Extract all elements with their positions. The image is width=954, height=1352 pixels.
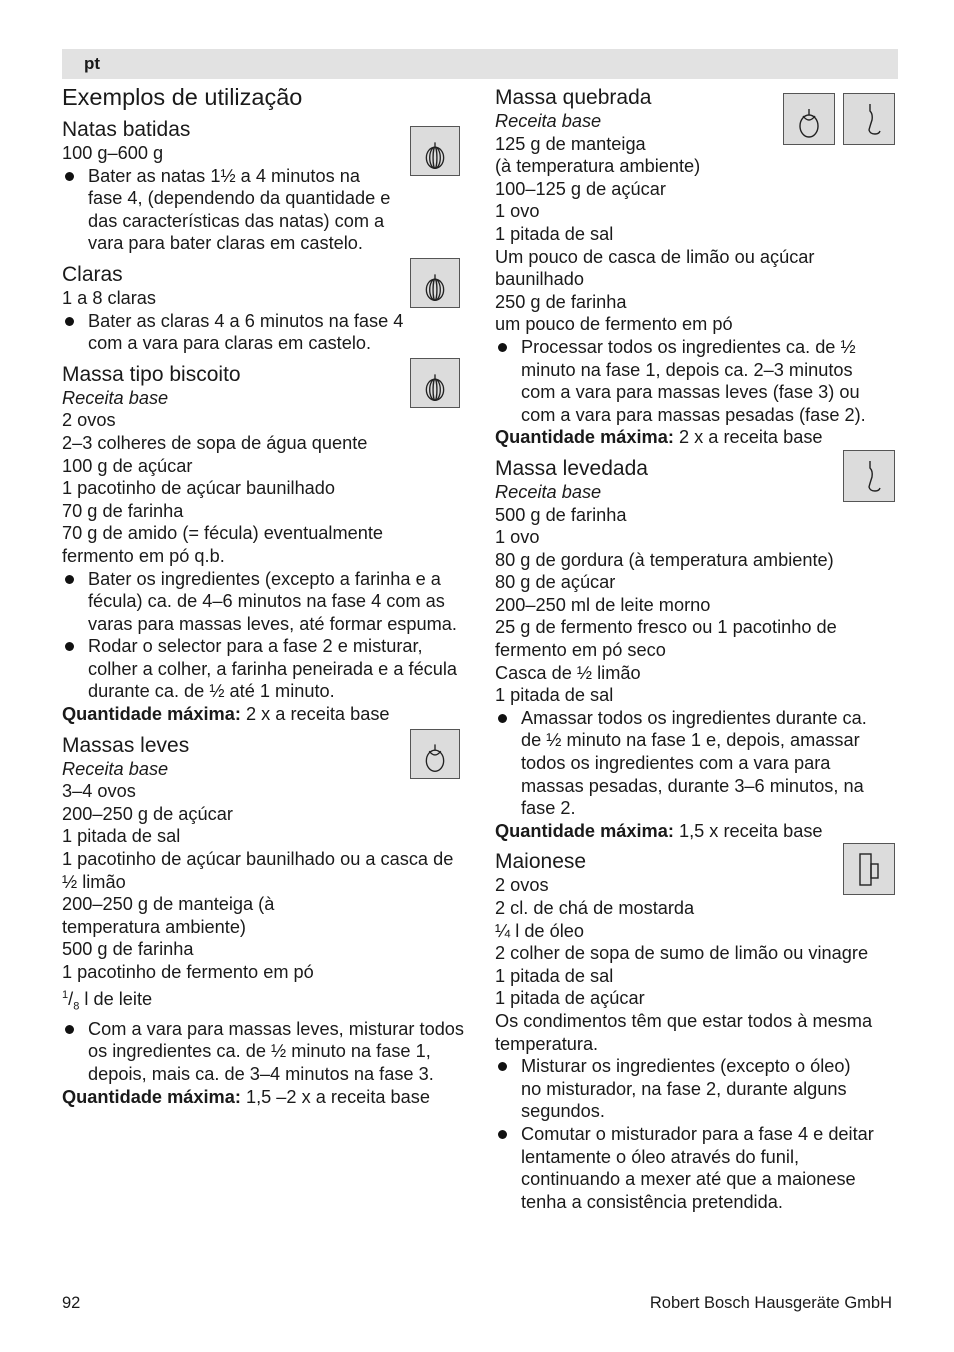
- ingredient-line: 100 g–600 g: [62, 143, 164, 163]
- ingredient-line: 80 g de açúcar: [495, 572, 616, 593]
- section-heading: Massas leves: [62, 733, 190, 757]
- instruction-list: [495, 707, 897, 820]
- max-quantity-label: Quantidade máxima:: [495, 427, 674, 448]
- whisk-icon: [410, 358, 460, 408]
- ingredient-line: 200–250 ml de leite morno: [495, 594, 711, 615]
- max-quantity-label: Quantidade máxima:: [62, 1086, 241, 1107]
- ingredient-line: 125 g de manteiga: [495, 133, 646, 154]
- max-quantity: [62, 703, 464, 726]
- page-title: Exemplos de utilização: [62, 84, 303, 110]
- language-tag: pt: [84, 54, 101, 73]
- beater-icon: [783, 93, 835, 145]
- ingredient-line: 500 g de farinha: [495, 504, 627, 525]
- ingredient-text: l de leite: [79, 988, 153, 1009]
- ingredient-line: Os condimentos têm que estar todos à mesma temperatura.: [495, 1010, 873, 1054]
- section-heading: Massa quebrada: [495, 86, 652, 109]
- section-heading: Massa levedada: [495, 456, 648, 480]
- ingredient-line: 2 ovos: [495, 875, 549, 896]
- ingredient-line: 1 pitada de sal: [495, 685, 614, 706]
- whisk-icon: [410, 258, 460, 308]
- ingredient-line: 1 a 8 claras: [62, 287, 157, 308]
- dough-hook-icon: [843, 93, 895, 145]
- max-quantity: [495, 820, 897, 843]
- section-natas-batidas: [62, 117, 464, 255]
- ingredient-line: 2 ovos: [62, 410, 116, 431]
- section-heading: Claras: [62, 262, 123, 286]
- section-massa-quebrada: [495, 85, 897, 449]
- ingredient-line: ¼ l de óleo: [495, 920, 584, 941]
- ingredient-line: 1 pacotinho de fermento em pó: [62, 962, 314, 982]
- ingredient-line: 100–125 g de açúcar: [495, 178, 666, 199]
- whisk-icon: [410, 126, 460, 176]
- instruction-list: [62, 568, 464, 704]
- list-item: Bater as natas 1½ a 4 minutos na fase 4, (dependendo da quantidade e das características das natas) com a vara para bater claras em castelo.: [62, 165, 398, 255]
- ingredient-line: 2–3 colheres de sopa de água quente: [62, 432, 368, 453]
- section-massa-levedada: [495, 456, 897, 843]
- max-quantity-value: 1,5 –2 x a receita base: [245, 1086, 430, 1107]
- max-quantity-label: Quantidade máxima:: [495, 820, 674, 841]
- section-massas-leves: [62, 733, 464, 1109]
- section-maionese: [495, 849, 897, 1213]
- recipe-subtitle: Receita base: [495, 111, 602, 131]
- instruction-list: [62, 1018, 464, 1086]
- ingredient-line: 25 g de fermento fresco ou 1 pacotinho de fermento em pó seco: [495, 617, 837, 661]
- left-column: [62, 117, 464, 1108]
- ingredient-line: um pouco de fermento em pó: [495, 314, 733, 335]
- ingredient-line: 1 pacotinho de açúcar baunilhado: [62, 478, 336, 499]
- ingredient-line: 1 pitada de sal: [495, 965, 614, 986]
- ingredient-line: 1 pitada de sal: [62, 826, 181, 847]
- instruction-list: [62, 165, 464, 255]
- ingredient-line: 1 ovo: [495, 527, 540, 548]
- list-item: Com a vara para massas leves, misturar todos os ingredientes ca. de ½ minuto na fase 1, depois, mais ca. de 3–4 minutos na fase 3.: [62, 1018, 464, 1086]
- ingredient-line: 70 g de farinha: [62, 500, 184, 521]
- recipe-subtitle: Receita base: [495, 481, 602, 502]
- ingredient-line: 1 pacotinho de açúcar baunilhado ou a casca de ½ limão: [62, 849, 454, 892]
- instruction-list: [495, 336, 897, 426]
- ingredient-line: $^1/_8$ l de leite: [62, 988, 153, 1013]
- ingredient-line: 200–250 g de açúcar: [62, 803, 233, 824]
- list-item: Rodar o selector para a fase 2 e misturar, colher a colher, a farinha peneirada e a fécula durante ca. de ½ até 1 minuto.: [62, 635, 464, 703]
- section-massa-tipo-biscoito: [62, 362, 464, 726]
- ingredient-line: 80 g de gordura (à temperatura ambiente): [495, 549, 834, 570]
- ingredient-line: 1 pitada de açúcar: [495, 988, 645, 1009]
- ingredient-line: 1 pitada de sal: [495, 223, 614, 244]
- ingredient-line: Casca de ½ limão: [495, 662, 641, 683]
- max-quantity-value: 1,5 x receita base: [678, 820, 823, 841]
- list-item: Processar todos os ingredientes ca. de ½ minuto na fase 1, depois ca. 2–3 minutos com a vara para massas leves (fase 3) ou com a vara para massas pesadas (fase 2).: [495, 336, 871, 426]
- ingredient-line: 250 g de farinha: [495, 291, 627, 312]
- max-quantity-value: 2 x a receita base: [245, 704, 390, 725]
- dough-hook-icon: [843, 450, 895, 502]
- ingredient-line: 100 g de açúcar: [62, 455, 193, 476]
- instruction-list: [495, 1055, 897, 1213]
- max-quantity: [62, 1086, 464, 1109]
- ingredient-line: 2 colher de sopa de sumo de limão ou vinagre: [495, 943, 869, 964]
- ingredient-line: Um pouco de casca de limão ou açúcar baunilhado: [495, 246, 815, 290]
- language-bar: [62, 49, 898, 79]
- max-quantity: [495, 426, 897, 449]
- blender-icon: [843, 843, 895, 895]
- max-quantity-value: 2 x a receita base: [678, 427, 823, 448]
- section-heading: Natas batidas: [62, 118, 191, 141]
- right-column: [495, 85, 897, 1213]
- ingredient-line: 2 cl. de chá de mostarda: [495, 898, 695, 918]
- company-name: Robert Bosch Hausgeräte GmbH: [649, 1294, 892, 1312]
- max-quantity-label: Quantidade máxima:: [62, 704, 241, 725]
- ingredient-line: 3–4 ovos: [62, 781, 136, 802]
- recipe-subtitle: Receita base: [62, 387, 169, 408]
- list-item: Bater os ingredientes (excepto a farinha e a fécula) ca. de 4–6 minutos na fase 4 com as varas para massas leves, até formar espuma.: [62, 568, 464, 636]
- section-heading: Maionese: [495, 850, 587, 874]
- section-claras: [62, 262, 464, 355]
- recipe-subtitle: Receita base: [62, 758, 169, 779]
- ingredient-line: 70 g de amido (= fécula) eventualmente fermento em pó q.b.: [62, 523, 384, 566]
- fraction-numerator: 1: [62, 988, 69, 1001]
- ingredient-line: 200–250 g de manteiga (à temperatura ambiente): [62, 894, 275, 937]
- beater-icon: [410, 729, 460, 779]
- ingredient-line: 500 g de farinha: [62, 939, 194, 960]
- ingredient-line: 1 ovo: [495, 201, 540, 222]
- section-heading: Massa tipo biscoito: [62, 362, 241, 386]
- list-item: Misturar os ingredientes (excepto o óleo) no misturador, na fase 2, durante alguns segundos.: [495, 1055, 871, 1123]
- list-item: Comutar o misturador para a fase 4 e deitar lentamente o óleo através do funil, continuando a mexer até que a maionese tenha a consistência pretendida.: [495, 1123, 897, 1213]
- fraction-denominator: 8: [73, 1000, 80, 1013]
- list-item: Amassar todos os ingredientes durante ca. de ½ minuto na fase 1 e, depois, amassar todos os ingredientes com a vara para massas pesadas, durante 3–6 minutos, na fase 2.: [495, 707, 887, 820]
- ingredient-line: (à temperatura ambiente): [495, 156, 701, 177]
- list-item: Bater as claras 4 a 6 minutos na fase 4 com a vara para claras em castelo.: [62, 310, 404, 355]
- page-number: 92: [62, 1294, 81, 1312]
- instruction-list: [62, 310, 464, 355]
